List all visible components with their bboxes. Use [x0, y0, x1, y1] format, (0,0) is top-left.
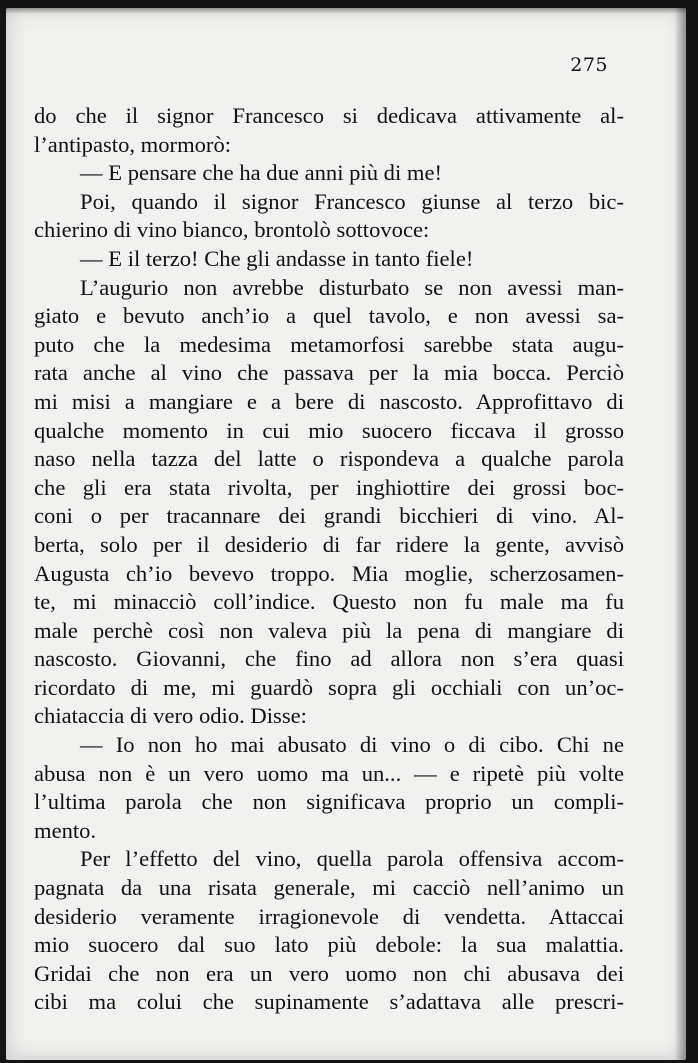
page-top-shadow — [6, 8, 686, 14]
text-line: Per l’effetto del vino, quella parola offensiva accom- — [80, 846, 624, 872]
text-line: ricordato di me, mi guardò sopra gli occhiali con un’oc- — [34, 674, 624, 700]
text-line: l’ultima parola che non significava proprio un compli- — [34, 789, 624, 815]
text-line: te, mi minacciò coll’indice. Questo non fu male ma fu — [34, 589, 624, 615]
text-line: desiderio veramente irragionevole di vendetta. Attaccai — [34, 903, 624, 929]
text-line: L’augurio non avrebbe disturbato se non avessi man- — [80, 274, 624, 300]
page-gutter-shadow — [674, 8, 686, 1060]
text-line: chierino di vino bianco, brontolò sottovoce: — [34, 217, 430, 243]
text-line: cibi ma colui che supinamente s’adattava alle prescri- — [34, 989, 624, 1015]
text-line: giato e bevuto anch’io a quel tavolo, e non avessi sa- — [34, 303, 624, 329]
body-text — [34, 102, 624, 1017]
text-line: nascosto. Giovanni, che fino ad allora non s’era quasi — [34, 646, 624, 672]
text-line: puto che la medesima metamorfosi sarebbe stata augu- — [34, 331, 624, 357]
text-line: do che il signor Francesco si dedicava attivamente al- — [34, 103, 624, 128]
text-line: che gli era stata rivolta, per inghiottire dei grossi boc- — [34, 474, 624, 500]
text-line: rata anche al vino che passava per la mia bocca. Perciò — [34, 360, 624, 386]
book-page — [6, 8, 686, 1060]
text-line: Gridai che non era un vero uomo non chi abusava dei — [34, 960, 624, 986]
text-line: Poi, quando il signor Francesco giunse al terzo bic- — [80, 188, 624, 214]
text-line: coni o per tracannare dei grandi bicchieri di vino. Al- — [34, 503, 624, 529]
text-line: chiataccia di vero odio. Disse: — [34, 703, 307, 729]
text-line: mi misi a mangiare e a bere di nascosto. Approfittavo di — [34, 388, 624, 414]
text-line: mio suocero dal suo lato più debole: la sua malattia. — [34, 932, 624, 958]
text-line: mento. — [34, 817, 97, 843]
page-number: 275 — [570, 54, 608, 76]
text-line: l’antipasto, mormorò: — [34, 131, 232, 157]
text-line: naso nella tazza del latte o rispondeva a qualche parola — [34, 446, 624, 472]
text-line: abusa non è un vero uomo ma un... — e ripetè più volte — [34, 760, 624, 786]
text-line: — E il terzo! Che gli andasse in tanto fiele! — [80, 245, 474, 271]
text-line: qualche momento in cui mio suocero ficcava il grosso — [34, 417, 624, 443]
text-line: male perchè così non valeva più la pena di mangiare di — [34, 617, 624, 643]
text-line: — E pensare che ha due anni più di me! — [80, 160, 442, 186]
text-line: Augusta ch’io bevevo troppo. Mia moglie, scherzosamen- — [34, 560, 624, 586]
text-line: — Io non ho mai abusato di vino o di cibo. Chi ne — [80, 732, 624, 758]
text-line: pagnata da una risata generale, mi cacciò nell’animo un — [34, 875, 624, 901]
text-line: berta, solo per il desiderio di far ridere la gente, avvisò — [34, 531, 624, 557]
